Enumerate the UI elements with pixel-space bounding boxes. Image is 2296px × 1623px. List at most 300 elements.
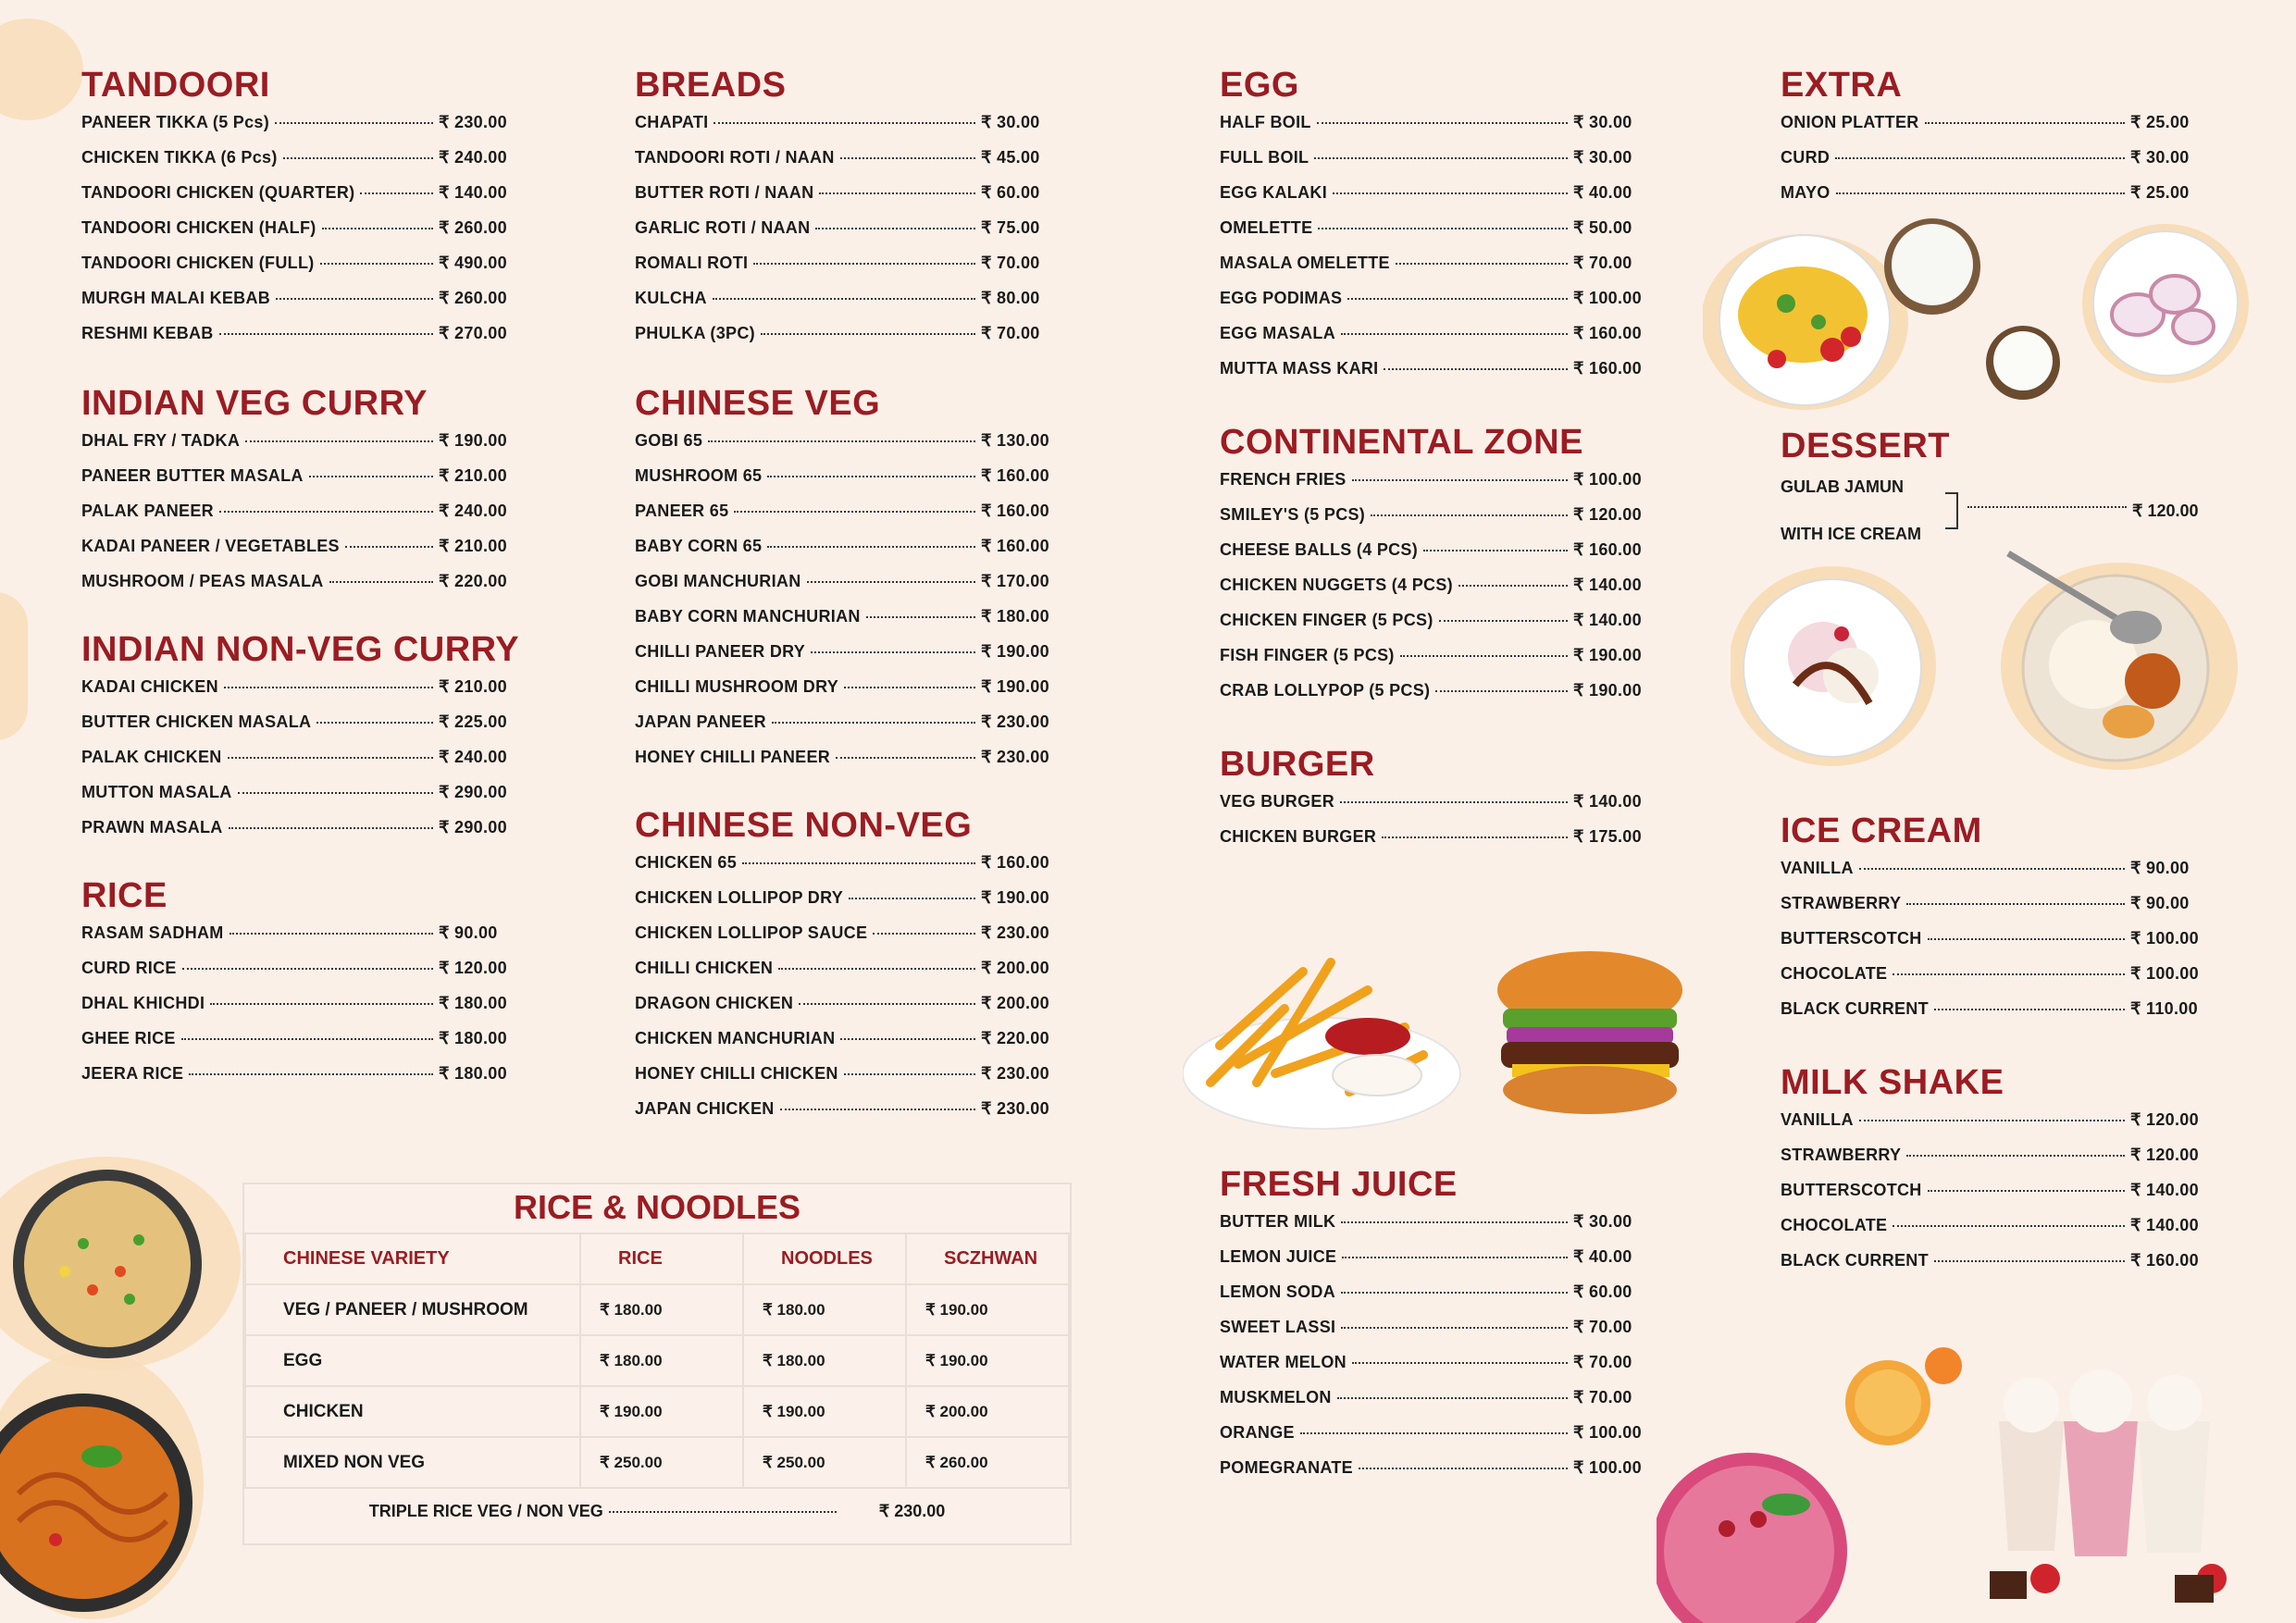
- section-milk-shake: [1781, 1062, 2223, 1286]
- item-price: ₹ 240.00: [439, 148, 507, 167]
- leader-dots: [767, 546, 975, 548]
- item-price: ₹ 70.00: [1573, 1388, 1632, 1406]
- item-name: ONION PLATTER: [1781, 113, 1919, 131]
- leader-dots: [1347, 298, 1568, 300]
- item-name: CHILLI PANEER DRY: [635, 642, 806, 661]
- item-name: PALAK CHICKEN: [81, 748, 222, 766]
- leader-dots: [1859, 868, 2125, 870]
- item-price: ₹ 70.00: [1573, 254, 1632, 272]
- item-name: VEG BURGER: [1220, 792, 1335, 811]
- item-price: ₹ 50.00: [1573, 218, 1632, 237]
- section-title: EGG: [1220, 66, 1299, 105]
- menu-item: [81, 783, 531, 818]
- item-price: ₹ 100.00: [1573, 1458, 1642, 1477]
- leader-dots: [807, 581, 976, 583]
- leader-dots: [713, 298, 975, 300]
- menu-item: [1220, 681, 1666, 716]
- item-name: CRAB LOLLYPOP (5 PCS): [1220, 681, 1431, 700]
- leader-dots: [772, 722, 975, 724]
- menu-item: [81, 324, 531, 359]
- col-header: RICE: [580, 1233, 743, 1284]
- item-price: ₹ 140.00: [2130, 1181, 2199, 1199]
- menu-item: [1781, 1146, 2223, 1181]
- leader-dots: [1836, 192, 2125, 194]
- item-name: BUTTER ROTI / NAAN: [635, 183, 814, 202]
- leader-dots: [229, 827, 433, 829]
- item-price: ₹ 25.00: [2130, 113, 2190, 131]
- menu-item: [1781, 929, 2223, 964]
- section-title: MILK SHAKE: [1781, 1063, 2004, 1102]
- menu-list: [81, 431, 531, 607]
- item-name: MAYO: [1781, 183, 1831, 202]
- leader-dots: [219, 333, 433, 335]
- leader-dots: [283, 157, 433, 159]
- item-name: CURD: [1781, 148, 1831, 167]
- leader-dots: [799, 1003, 975, 1005]
- item-price: ₹ 60.00: [981, 183, 1040, 202]
- item-name: EGG MASALA: [1220, 324, 1336, 342]
- menu-item: [81, 959, 531, 994]
- item-price: ₹ 90.00: [439, 923, 498, 942]
- item-name: TANDOORI CHICKEN (QUARTER): [81, 183, 355, 202]
- item-name: LEMON SODA: [1220, 1282, 1336, 1301]
- item-name: VANILLA: [1781, 1110, 1854, 1129]
- menu-item: [81, 431, 531, 466]
- menu-item: [81, 148, 531, 183]
- item-price: ₹ 140.00: [1573, 576, 1642, 594]
- leader-dots: [316, 722, 433, 724]
- leader-dots: [1341, 1327, 1568, 1329]
- section-title: RICE: [81, 876, 168, 915]
- item-price: ₹ 175.00: [1573, 827, 1642, 846]
- item-name: CHOCOLATE: [1781, 964, 1888, 983]
- item-name: CHICKEN BURGER: [1220, 827, 1377, 846]
- item-name: ROMALI ROTI: [635, 254, 749, 272]
- menu-item: [635, 466, 1074, 502]
- section-continental: [1220, 422, 1666, 716]
- item-price: ₹ 190.00: [1573, 681, 1642, 700]
- menu-item: [635, 748, 1074, 783]
- col-header: NOODLES: [743, 1233, 906, 1284]
- leader-dots: [767, 476, 975, 477]
- juice-glass-icon: [1845, 1347, 1962, 1445]
- leader-dots: [1934, 1260, 2125, 1262]
- leader-dots: [1317, 122, 1568, 124]
- leader-dots: [1300, 1432, 1568, 1434]
- item-name: KADAI CHICKEN: [81, 677, 218, 696]
- leader-dots: [1435, 690, 1568, 692]
- leader-dots: [753, 263, 975, 265]
- menu-list: [635, 853, 1074, 1134]
- smoothie-bowl-icon: [1657, 1453, 1847, 1623]
- menu-item: [635, 572, 1074, 607]
- item-name: GHEE RICE: [81, 1029, 176, 1047]
- menu-list: [81, 923, 531, 1099]
- item-price: ₹ 70.00: [981, 254, 1040, 272]
- table-row: [245, 1386, 1069, 1437]
- leader-dots: [849, 898, 975, 899]
- item-price: ₹ 120.00: [1573, 505, 1642, 524]
- leader-dots: [1352, 1362, 1568, 1364]
- leader-dots: [1423, 550, 1568, 551]
- item-name-cont: WITH ICE CREAM: [1781, 525, 1921, 543]
- menu-item: [1220, 254, 1666, 289]
- table-row: [245, 1284, 1069, 1335]
- item-price: ₹ 90.00: [2130, 894, 2190, 912]
- menu-list: [1220, 792, 1666, 862]
- item-name: CHICKEN LOLLIPOP SAUCE: [635, 923, 868, 942]
- triple-rice-row: [244, 1489, 1070, 1537]
- item-name: STRAWBERRY: [1781, 894, 1902, 912]
- item-price: ₹ 120.00: [2130, 1146, 2199, 1164]
- leader-dots: [181, 1038, 433, 1040]
- menu-item: [635, 502, 1074, 537]
- variety-cell: MIXED NON VEG: [245, 1437, 580, 1488]
- price-cell: ₹ 180.00: [580, 1335, 743, 1386]
- item-price: ₹ 210.00: [439, 677, 507, 696]
- menu-item: [1781, 1251, 2223, 1286]
- rice-noodles-illustration: [0, 1160, 241, 1623]
- item-name: TANDOORI ROTI / NAAN: [635, 148, 835, 167]
- leader-dots: [761, 333, 975, 335]
- menu-item: [1220, 148, 1666, 183]
- leader-dots: [840, 1038, 975, 1040]
- menu-item: [635, 888, 1074, 923]
- table-row: [245, 1335, 1069, 1386]
- leader-dots: [844, 687, 975, 688]
- leader-dots: [1359, 1468, 1568, 1469]
- leader-dots: [1893, 1225, 2125, 1227]
- menu-item: [635, 853, 1074, 888]
- item-price: ₹ 230.00: [981, 1064, 1049, 1083]
- section-title: DESSERT: [1781, 427, 1950, 465]
- item-name: PANEER TIKKA (5 Pcs): [81, 113, 270, 131]
- leader-dots: [224, 687, 433, 688]
- price-cell: ₹ 250.00: [580, 1437, 743, 1488]
- leader-dots: [1934, 1009, 2125, 1010]
- item-name: MUSHROOM / PEAS MASALA: [81, 572, 324, 590]
- leader-dots: [815, 228, 975, 229]
- item-price: ₹ 200.00: [981, 994, 1049, 1012]
- item-price: ₹ 160.00: [981, 466, 1049, 485]
- item-name: GOBI MANCHURIAN: [635, 572, 801, 590]
- menu-item: [635, 1064, 1074, 1099]
- leader-dots: [1396, 263, 1568, 265]
- item-price: ₹ 120.00: [439, 959, 507, 977]
- leader-dots: [245, 440, 433, 442]
- leader-dots: [1906, 903, 2125, 905]
- leader-dots: [1341, 333, 1568, 335]
- item-price: ₹ 230.00: [981, 923, 1049, 942]
- menu-item: [1781, 113, 2223, 148]
- price-cell: ₹ 180.00: [580, 1284, 743, 1335]
- leader-dots: [840, 157, 975, 159]
- leader-dots: [1925, 122, 2125, 124]
- menu-item: [1220, 611, 1666, 646]
- menu-item: [1220, 1458, 1666, 1493]
- item-name: EGG PODIMAS: [1220, 289, 1343, 307]
- item-name: FISH FINGER (5 PCS): [1220, 646, 1395, 664]
- item-name: PANEER 65: [635, 502, 729, 520]
- menu-item: [1220, 113, 1666, 148]
- menu-item: [1220, 1423, 1666, 1458]
- item-name: SMILEY'S (5 PCS): [1220, 505, 1366, 524]
- item-name: CHILLI CHICKEN: [635, 959, 774, 977]
- menu-list: [635, 113, 1074, 359]
- leader-dots: [219, 511, 433, 513]
- item-price: ₹ 180.00: [439, 1064, 507, 1083]
- price-cell: ₹ 190.00: [580, 1386, 743, 1437]
- price-cell: ₹ 190.00: [906, 1335, 1069, 1386]
- item-price: ₹ 200.00: [981, 959, 1049, 977]
- item-price: ₹ 230.00: [981, 748, 1049, 766]
- dessert-item: [1781, 474, 2225, 548]
- item-price: ₹ 240.00: [439, 748, 507, 766]
- fries-icon: [1183, 962, 1460, 1129]
- section-title: INDIAN VEG CURRY: [81, 384, 428, 423]
- mayo-bowl-icon: [1986, 326, 2060, 400]
- leader-dots: [844, 1073, 975, 1075]
- leader-dots: [230, 933, 433, 935]
- item-price: ₹ 30.00: [1573, 113, 1632, 131]
- menu-item: [1220, 1282, 1666, 1318]
- item-name: JEERA RICE: [81, 1064, 184, 1083]
- item-name: PANEER BUTTER MASALA: [81, 466, 304, 485]
- menu-list: [1220, 470, 1666, 716]
- item-name: HONEY CHILLI PANEER: [635, 748, 831, 766]
- menu-item: [635, 218, 1074, 254]
- leader-dots: [873, 933, 975, 935]
- menu-item: [635, 923, 1074, 959]
- item-price: ₹ 100.00: [1573, 1423, 1642, 1442]
- item-name: GOBI 65: [635, 431, 703, 450]
- item-price: ₹ 160.00: [1573, 540, 1642, 559]
- item-price: ₹ 25.00: [2130, 183, 2190, 202]
- item-name: KULCHA: [635, 289, 707, 307]
- item-name: WATER MELON: [1220, 1353, 1347, 1371]
- leader-dots: [360, 192, 433, 194]
- leader-dots: [819, 192, 975, 194]
- price-cell: ₹ 180.00: [743, 1284, 906, 1335]
- item-price: ₹ 160.00: [981, 537, 1049, 555]
- price-cell: ₹ 180.00: [743, 1335, 906, 1386]
- menu-item: [81, 537, 531, 572]
- item-name: BUTTER MILK: [1220, 1212, 1336, 1231]
- leader-dots: [1859, 1120, 2125, 1121]
- menu-item: [1220, 1318, 1666, 1353]
- item-price: ₹ 230.00: [878, 1502, 946, 1520]
- item-name: VANILLA: [1781, 859, 1854, 877]
- item-price: ₹ 140.00: [439, 183, 507, 202]
- item-name: FRENCH FRIES: [1220, 470, 1347, 489]
- menu-item: [1220, 1212, 1666, 1247]
- leader-dots: [1928, 938, 2125, 940]
- item-price: ₹ 190.00: [1573, 646, 1642, 664]
- item-name: HONEY CHILLI CHICKEN: [635, 1064, 838, 1083]
- item-name: LEMON JUICE: [1220, 1247, 1337, 1266]
- noodles-icon: [0, 1394, 192, 1612]
- variety-cell: CHICKEN: [245, 1386, 580, 1437]
- section-tandoori: [81, 65, 531, 359]
- dessert-illustration: [1731, 546, 2249, 777]
- menu-item: [1781, 859, 2223, 894]
- item-name: PRAWN MASALA: [81, 818, 223, 836]
- leader-dots: [345, 546, 433, 548]
- menu-item: [635, 254, 1074, 289]
- item-price: ₹ 120.00: [2132, 501, 2199, 520]
- item-name: RASAM SADHAM: [81, 923, 224, 942]
- item-name: ORANGE: [1220, 1423, 1295, 1442]
- item-price: ₹ 140.00: [2130, 1216, 2199, 1234]
- leader-dots: [708, 440, 975, 442]
- item-price: ₹ 210.00: [439, 537, 507, 555]
- section-title: TANDOORI: [81, 66, 270, 105]
- variety-cell: EGG: [245, 1335, 580, 1386]
- menu-item: [81, 502, 531, 537]
- item-price: ₹ 90.00: [2130, 859, 2190, 877]
- item-price: ₹ 230.00: [981, 712, 1049, 731]
- item-price: ₹ 60.00: [1573, 1282, 1632, 1301]
- item-price: ₹ 290.00: [439, 818, 507, 836]
- leader-dots: [866, 616, 975, 618]
- item-name: MASALA OMELETTE: [1220, 254, 1390, 272]
- section-title: EXTRA: [1781, 66, 1903, 105]
- item-price: ₹ 190.00: [439, 431, 507, 450]
- item-price: ₹ 240.00: [439, 502, 507, 520]
- menu-item: [635, 324, 1074, 359]
- leader-dots: [1337, 1397, 1568, 1399]
- menu-item: [635, 959, 1074, 994]
- item-price: ₹ 30.00: [1573, 148, 1632, 167]
- item-name: BUTTER CHICKEN MASALA: [81, 712, 312, 731]
- decor-blob: [0, 19, 83, 120]
- leader-dots: [1371, 514, 1568, 516]
- fried-rice-icon: [13, 1170, 202, 1358]
- extras-food-illustration: [1703, 211, 2295, 415]
- leader-dots: [228, 757, 433, 759]
- gulab-jamun-icon: [2001, 553, 2238, 770]
- item-name: DRAGON CHICKEN: [635, 994, 794, 1012]
- item-name: CHEESE BALLS (4 PCS): [1220, 540, 1419, 559]
- section-title: FRESH JUICE: [1220, 1165, 1458, 1204]
- section-chinese-veg: [635, 383, 1074, 783]
- section-ice-cream: [1781, 811, 2223, 1035]
- menu-item: [81, 1064, 531, 1099]
- menu-list: [1781, 113, 2223, 218]
- item-price: ₹ 290.00: [439, 783, 507, 801]
- item-name: EGG KALAKI: [1220, 183, 1328, 202]
- item-price: ₹ 160.00: [981, 853, 1049, 872]
- leader-dots: [1967, 506, 2127, 508]
- item-name: FULL BOIL: [1220, 148, 1309, 167]
- item-price: ₹ 260.00: [439, 218, 507, 237]
- menu-item: [81, 183, 531, 218]
- ice-cream-sundae-icon: [1731, 566, 1936, 766]
- menu-item: [635, 289, 1074, 324]
- item-name: HALF BOIL: [1220, 113, 1311, 131]
- menu-item: [1781, 148, 2223, 183]
- drinks-illustration: [1657, 1301, 2295, 1623]
- menu-item: [81, 712, 531, 748]
- leader-dots: [1341, 1292, 1568, 1294]
- item-name: TANDOORI CHICKEN (HALF): [81, 218, 316, 237]
- item-name: PALAK PANEER: [81, 502, 214, 520]
- menu-item: [635, 642, 1074, 677]
- menu-item: [81, 748, 531, 783]
- item-name: OMELETTE: [1220, 218, 1313, 237]
- leader-dots: [182, 968, 433, 970]
- leader-dots: [1400, 655, 1568, 657]
- section-burger: [1220, 744, 1666, 862]
- leader-dots: [322, 228, 433, 229]
- section-nonveg-curry: [81, 629, 531, 853]
- leader-dots: [1340, 801, 1568, 803]
- menu-list: [1220, 113, 1666, 394]
- section-title: BREADS: [635, 66, 787, 105]
- leader-dots: [1341, 1221, 1568, 1223]
- menu-item: [635, 1099, 1074, 1134]
- menu-list: [1781, 1110, 2223, 1286]
- section-title: CONTINENTAL ZONE: [1220, 423, 1583, 462]
- leader-dots: [189, 1073, 433, 1075]
- item-name: BUTTERSCOTCH: [1781, 929, 1922, 948]
- section-veg-curry: [81, 383, 531, 607]
- item-name: RESHMI KEBAB: [81, 324, 214, 342]
- section-title: CHINESE NON-VEG: [635, 806, 973, 845]
- menu-item: [81, 818, 531, 853]
- item-price: ₹ 100.00: [1573, 470, 1642, 489]
- item-name: MUSHROOM 65: [635, 466, 763, 485]
- menu-item: [1220, 1353, 1666, 1388]
- menu-item: [81, 254, 531, 289]
- item-price: ₹ 40.00: [1573, 183, 1632, 202]
- item-price: ₹ 130.00: [981, 431, 1049, 450]
- item-price: ₹ 30.00: [2130, 148, 2190, 167]
- item-price: ₹ 70.00: [1573, 1353, 1632, 1371]
- menu-item: [1220, 1247, 1666, 1282]
- item-price: ₹ 220.00: [981, 1029, 1049, 1047]
- item-price: ₹ 160.00: [2130, 1251, 2199, 1270]
- leader-dots: [1382, 836, 1568, 838]
- menu-item: [635, 148, 1074, 183]
- item-name: BUTTERSCOTCH: [1781, 1181, 1922, 1199]
- item-name: GULAB JAMUN: [1781, 477, 1904, 496]
- item-price: ₹ 190.00: [981, 677, 1049, 696]
- item-price: ₹ 225.00: [439, 712, 507, 731]
- leader-dots: [1318, 228, 1568, 229]
- item-price: ₹ 45.00: [981, 148, 1040, 167]
- section-title: CHINESE VEG: [635, 384, 881, 423]
- leader-dots: [836, 757, 975, 759]
- menu-item: [81, 113, 531, 148]
- menu-item: [1220, 576, 1666, 611]
- leader-dots: [1314, 157, 1568, 159]
- leader-dots: [320, 263, 433, 265]
- menu-item: [1781, 1216, 2223, 1251]
- menu-item: [81, 218, 531, 254]
- item-price: ₹ 270.00: [439, 324, 507, 342]
- table-row: [245, 1437, 1069, 1488]
- leader-dots: [1352, 479, 1568, 481]
- bracket: [1945, 492, 1958, 529]
- menu-item: [635, 431, 1074, 466]
- section-title: BURGER: [1220, 745, 1375, 784]
- menu-item: [1220, 540, 1666, 576]
- onion-plate-icon: [2082, 224, 2249, 383]
- menu-item: [81, 289, 531, 324]
- leader-dots: [742, 862, 975, 864]
- item-price: ₹ 230.00: [439, 113, 507, 131]
